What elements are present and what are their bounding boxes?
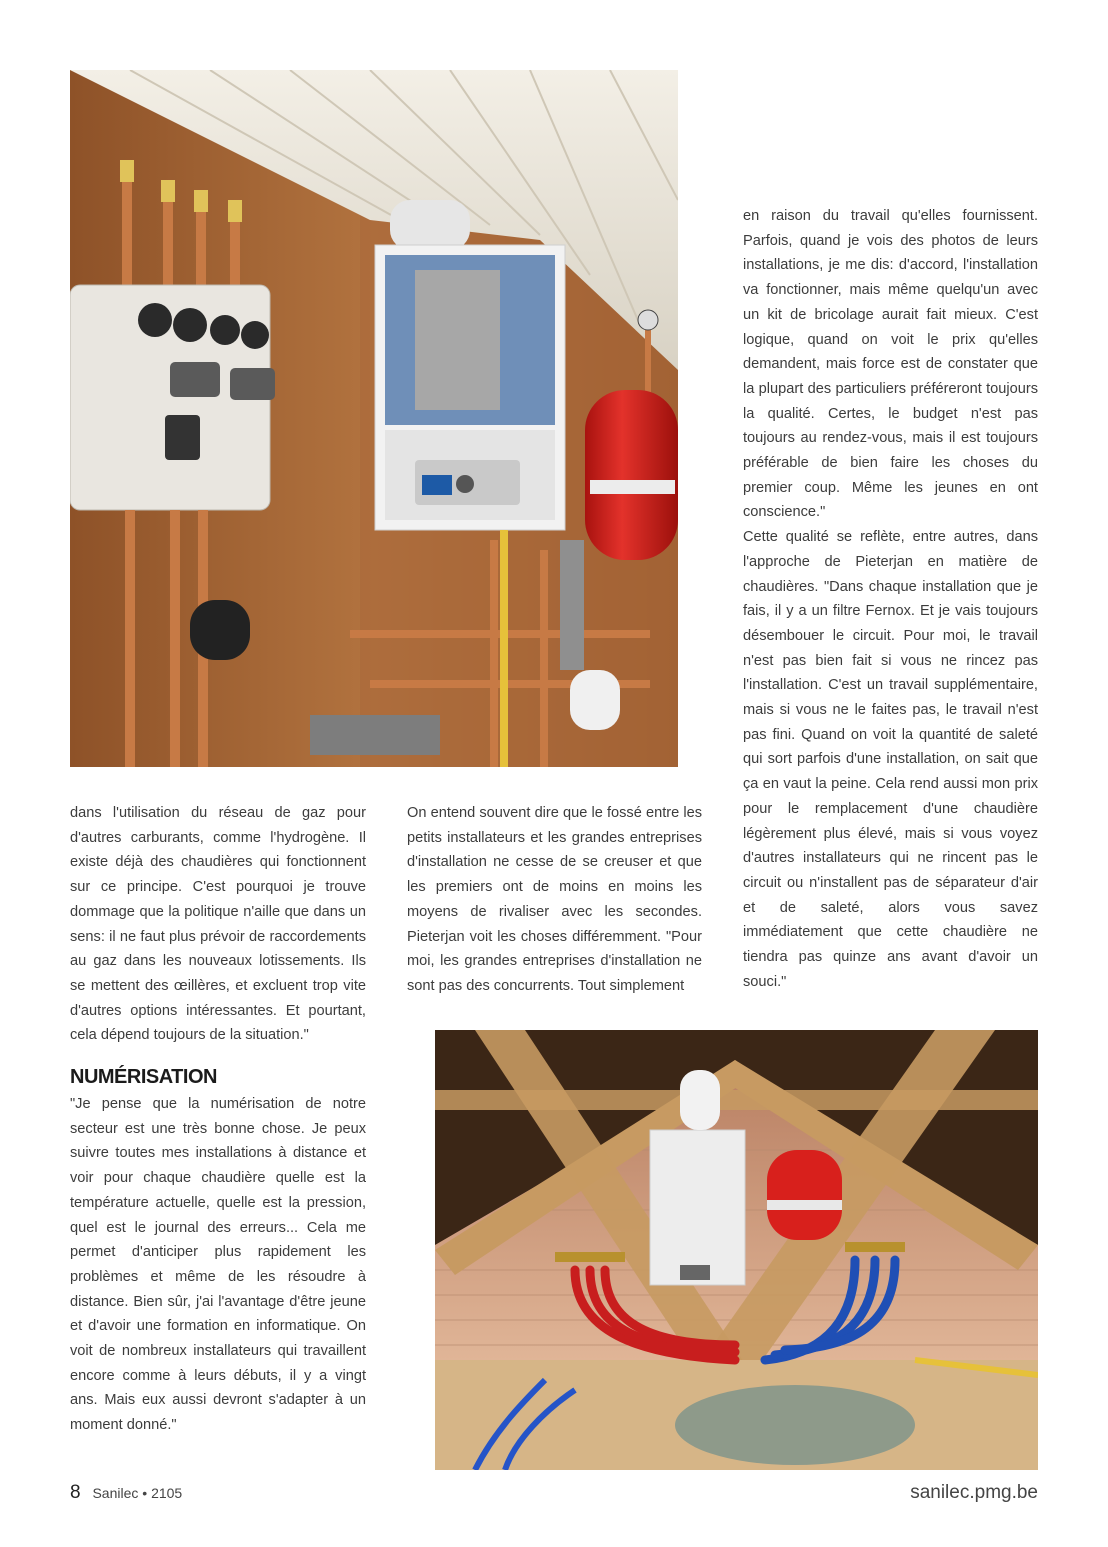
section-heading: NUMÉRISATION	[70, 1066, 217, 1089]
page-number: 8	[70, 1482, 81, 1503]
boiler-room-illustration	[70, 70, 678, 767]
paragraph: On entend souvent dire que le fossé entre les petits installateurs et les grandes entreprises d'installation ne cesse de se creuser et que les premiers ont de moins en moins les moyens de rivaliser avec les secondes. Pieterjan voit les choses différemment. "Pour moi, les grandes entreprises d'installation ne sont pas des concurrents. Tout simplement	[407, 805, 702, 994]
text-column-2	[407, 801, 702, 999]
text-column-3	[743, 204, 1038, 995]
footer-left	[70, 1482, 182, 1504]
paragraph: "Je pense que la numérisation de notre secteur est une très bonne chose. Je peux suivre toutes mes installations à distance et voir pour chaque chaudière quelle est la température actuelle, quelle est la pression, quel est le journal des erreurs... Cela me permet d'anticiper plus rapidement les problèmes et même de les résoudre à distance. Bien sûr, j'ai l'avantage d'être jeune et d'avoir une formation en informatique. On voit de nombreux installateurs qui travaillent encore comme à leurs débuts, il y a vingt ans. Mais eux aussi devront s'adapter à un moment donné."	[70, 1096, 366, 1434]
boiler-room-photo	[70, 70, 678, 767]
paragraph: en raison du travail qu'elles fournissent. Parfois, quand je vois des photos de leurs installations, je me dis: d'accord, l'installation va fonctionner, mais même quelqu'un avec un kit de bricolage aurait fait mieux. C'est logique, quand on voit le prix qu'elles demandent, mais force est de constater que la plupart des particuliers préféreront toujours la qualité. Certes, le budget n'est pas toujours au rendez-vous, mais il est toujours préférable de bien faire les choses du premier coup. Même les jeunes en ont conscience."	[743, 208, 1038, 521]
attic-illustration	[435, 1030, 1038, 1470]
attic-photo	[435, 1030, 1038, 1470]
paragraph: dans l'utilisation du réseau de gaz pour d'autres carburants, comme l'hydrogène. Il existe déjà des chaudières qui fonctionnent sur ce principe. C'est pourquoi je trouve dommage que la politique n'aille que dans un sens: il ne faut plus prévoir de raccordements au gaz dans les nouveaux lotissements. Ils se mettent des œillères, et excluent trop vite d'autres options intéressantes. Et pourtant, cela dépend toujours de la situation."	[70, 805, 366, 1044]
footer-url[interactable]: sanilec.pmg.be	[910, 1482, 1038, 1503]
paragraph: Cette qualité se reflète, entre autres, dans l'approche de Pieterjan en matière de chaudières. "Dans chaque installation que je fais, il y a un filtre Fernox. Et je vais toujours désembouer le circuit. Pour moi, le travail n'est pas bien fait si vous ne rincez pas l'installation. C'est un travail supplémentaire, mais si vous ne le faites pas, le travail n'est pas fini. Quand on voit la quantité de saleté qui sort parfois d'une installation, on sait que ça en vaut la peine. Cela rend aussi mon prix pour le remplacement d'une chaudière légèrement plus élevé, mais si vous voyez d'autres installateurs qui ne rincent pas le circuit ou n'installent pas de séparateur d'air et de saleté, alors vous savez immédiatement que cette chaudière ne tiendra pas quinze ans avant d'avoir un souci."	[743, 529, 1038, 990]
text-column-1	[70, 801, 366, 1438]
publication-name: Sanilec • 2105	[92, 1485, 183, 1501]
